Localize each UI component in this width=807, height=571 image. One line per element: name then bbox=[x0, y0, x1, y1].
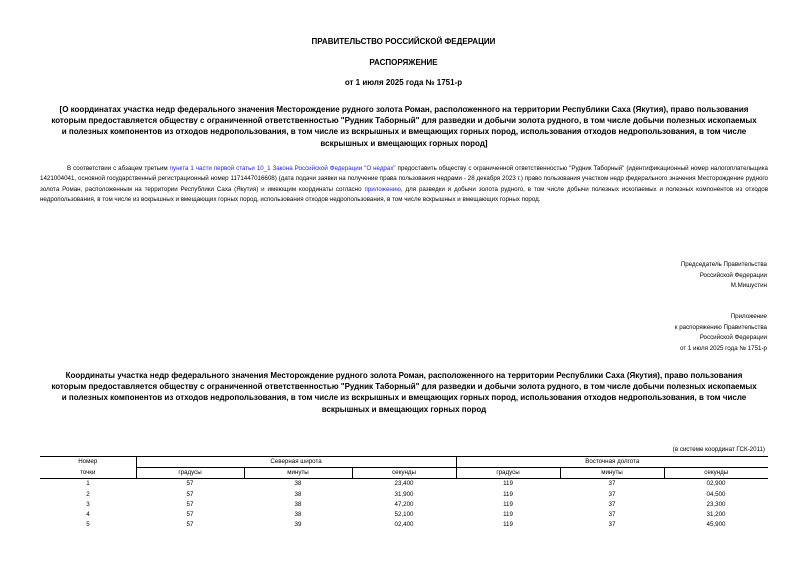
header-east-degrees: градусы bbox=[456, 468, 560, 479]
header-number: Номер bbox=[40, 457, 136, 468]
north-degrees: 57 bbox=[186, 500, 194, 508]
north-seconds: 47,200 bbox=[394, 500, 414, 508]
north-seconds: 31,900 bbox=[394, 490, 414, 498]
point-number: 3 bbox=[86, 500, 90, 508]
header-east-longitude: Восточная долгота bbox=[456, 457, 768, 468]
east-seconds: 02,900 bbox=[706, 480, 726, 488]
body-text-middle: предоставить обществу с ограниченной ответственностью "Рудник Таборный" (идентификационный номер налогоплательщика 1421004041, основной государственный регистрационный номер 1171447016608) (дата подачи заявки на получение права пользования недрами - 28 декабря 2023 г.) право пользования участком недр федерального значения Месторождение рудного золота Роман, расположенным на территории Республики Саха (Якутия) и имеющим координаты согласно bbox=[40, 165, 768, 193]
east-seconds: 23,300 bbox=[706, 500, 726, 508]
north-degrees: 57 bbox=[186, 490, 194, 498]
east-degrees: 119 bbox=[503, 480, 513, 488]
north-minutes: 38 bbox=[294, 480, 302, 488]
north-degrees: 57 bbox=[186, 511, 194, 519]
east-seconds: 04,500 bbox=[706, 490, 726, 498]
appendix-header bbox=[675, 312, 767, 354]
signature-name: М.Мишустин bbox=[730, 282, 767, 289]
east-minutes: 37 bbox=[608, 500, 616, 508]
north-minutes: 38 bbox=[294, 490, 302, 498]
table-row bbox=[40, 520, 768, 530]
header-north-minutes: минуты bbox=[244, 468, 352, 479]
table-row bbox=[40, 500, 768, 510]
appendix-ref-date: от 1 июля 2025 года № 1751-р bbox=[680, 344, 767, 352]
north-seconds: 23,400 bbox=[394, 480, 414, 488]
header-east-seconds: секунды bbox=[664, 468, 768, 479]
appendix-ref-line2: Российской Федерации bbox=[699, 334, 767, 341]
table-row bbox=[40, 510, 768, 520]
north-minutes: 39 bbox=[294, 521, 302, 529]
east-degrees: 119 bbox=[503, 521, 513, 529]
header-north-latitude: Северная широта bbox=[136, 457, 456, 468]
point-number: 4 bbox=[86, 511, 90, 519]
east-minutes: 37 bbox=[608, 490, 616, 498]
coordinates-table bbox=[40, 456, 768, 530]
document-subject-title: [О координатах участка недр федерального значения Месторождение рудного золота Роман, расположенного на территории Республики Саха (Якутия), право пользования которым предоставляется обществу с ограниченной ответственностью "Рудник Таборный" для разведки и добычи золота рудного, в том числе добычи полезных ископаемых и полезных компонентов из отходов недропользования, в том числе из вскрышных и вмещающих горных пород, использования отходов недропользования, в том числе вскрышных и вмещающих горных пород] bbox=[51, 105, 757, 148]
east-minutes: 37 bbox=[608, 480, 616, 488]
coordinate-system-note: (в системе координат ГСК-2011) bbox=[672, 446, 765, 453]
appendix-link[interactable]: приложению bbox=[364, 185, 401, 193]
appendix-label: Приложение bbox=[730, 313, 767, 320]
header-east-minutes: минуты bbox=[560, 468, 664, 479]
table-row bbox=[40, 490, 768, 500]
signature-organization: Российской Федерации bbox=[699, 271, 767, 279]
signature-block bbox=[681, 260, 767, 292]
header-north-seconds: секунды bbox=[352, 468, 456, 479]
signature-position: Председатель Правительства bbox=[680, 261, 767, 268]
north-degrees: 57 bbox=[186, 521, 194, 529]
north-minutes: 38 bbox=[294, 500, 302, 508]
north-seconds: 02,400 bbox=[394, 521, 414, 529]
table-row bbox=[40, 479, 768, 490]
body-text-start: В соответствии с абзацем третьим bbox=[67, 165, 170, 172]
coordinates-title: Координаты участка недр федерального значения Месторождение рудного золота Роман, расположенного на территории Республики Саха (Якутия), право пользования которым предоставляется обществу с ограниченной ответственностью "Рудник Таборный" для разведки и добычи золота рудного, в том числе добычи полезных ископаемых и полезных компонентов из отходов недропользования, в том числе из вскрышных и вмещающих горных пород, использования отходов недропользования, в том числе вскрышных и вмещающих горных пород bbox=[51, 371, 757, 414]
east-degrees: 119 bbox=[503, 490, 513, 498]
point-number: 2 bbox=[86, 490, 90, 498]
header-north-degrees: градусы bbox=[136, 468, 244, 479]
government-heading: ПРАВИТЕЛЬСТВО РОССИЙСКОЙ ФЕДЕРАЦИИ bbox=[311, 37, 496, 46]
east-seconds: 45,900 bbox=[706, 521, 726, 529]
north-minutes: 38 bbox=[294, 511, 302, 519]
document-type-heading: РАСПОРЯЖЕНИЕ bbox=[369, 58, 438, 67]
appendix-ref-line1: к распоряжению Правительства bbox=[674, 323, 767, 331]
east-degrees: 119 bbox=[503, 500, 513, 508]
header-point: точки bbox=[40, 468, 136, 479]
document-date-number: от 1 июля 2025 года № 1751-р bbox=[344, 78, 463, 87]
order-body-paragraph bbox=[40, 164, 768, 206]
north-degrees: 57 bbox=[186, 480, 194, 488]
point-number: 5 bbox=[86, 521, 90, 529]
north-seconds: 52,100 bbox=[394, 511, 414, 519]
east-minutes: 37 bbox=[608, 521, 616, 529]
east-seconds: 31,200 bbox=[706, 511, 726, 519]
body-text-end: , для разведки и добычи золота рудного, в том числе добычи полезных ископаемых и полезных компонентов из отходов недропользования, в том числе из вскрышных и вмещающих горных пород, использования отходов недропользования, в том числе вскрышных и вмещающих горных пород. bbox=[40, 185, 769, 204]
east-minutes: 37 bbox=[608, 511, 616, 519]
east-degrees: 119 bbox=[503, 511, 513, 519]
point-number: 1 bbox=[86, 480, 90, 488]
law-reference-link[interactable]: пункта 1 части первой статьи 10_1 Закона Российской Федерации "О недрах" bbox=[169, 165, 396, 172]
